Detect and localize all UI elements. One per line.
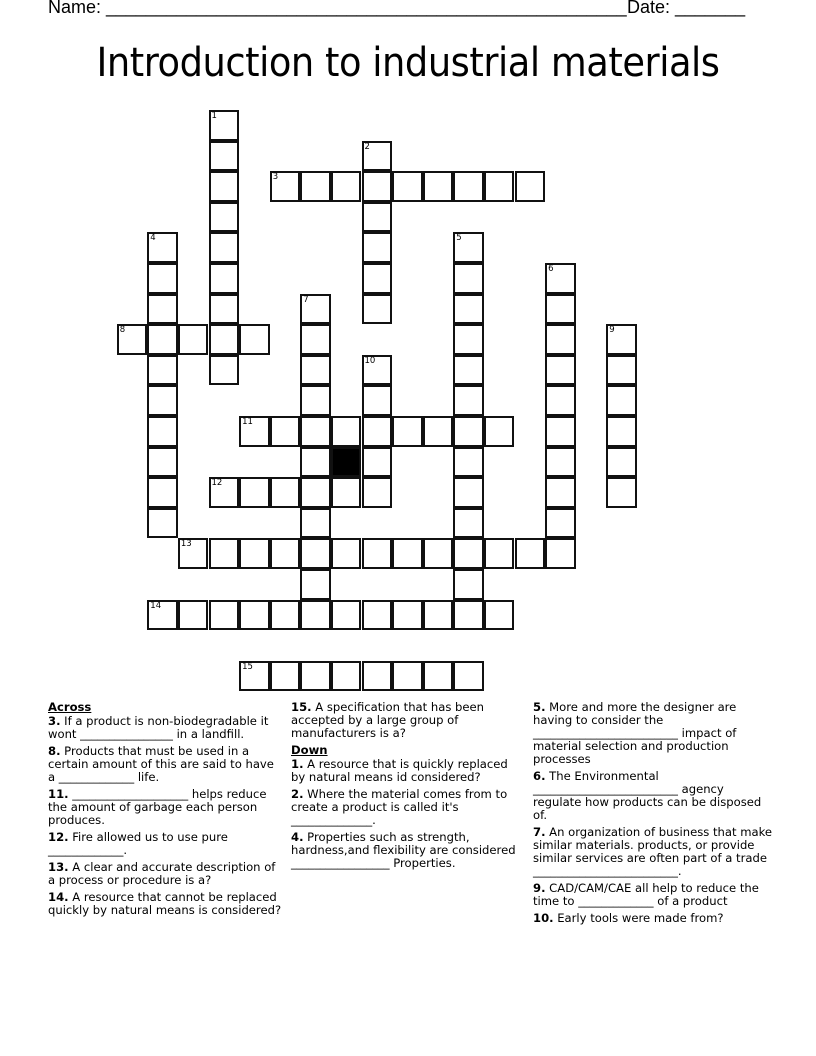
grid-cell[interactable] bbox=[147, 477, 178, 508]
grid-cell[interactable] bbox=[423, 661, 454, 692]
clue-number: 8 bbox=[119, 325, 126, 336]
clue-number: 14 bbox=[150, 600, 162, 611]
clue-across-14: 14. A resource that cannot be replaced quickly by natural means is considered? bbox=[48, 890, 282, 917]
clue-across-8: 8. Products that must be used in a certain amount of this are said to have a _____________ life. bbox=[48, 744, 274, 784]
grid-cell[interactable] bbox=[545, 508, 576, 539]
clue-across-13: 13. A clear and accurate description of a process or procedure is a? bbox=[48, 860, 276, 887]
grid-cell[interactable] bbox=[239, 538, 270, 569]
date-field-label: Date: _______ bbox=[627, 0, 746, 17]
grid-cell[interactable] bbox=[147, 324, 178, 355]
grid-cell[interactable] bbox=[270, 477, 301, 508]
grid-cell[interactable] bbox=[147, 263, 178, 294]
grid-cell[interactable] bbox=[362, 294, 393, 325]
grid-cell[interactable] bbox=[392, 171, 423, 202]
grid-cell[interactable] bbox=[392, 416, 423, 447]
grid-cell[interactable] bbox=[147, 232, 178, 263]
clue-number: 9 bbox=[609, 325, 615, 336]
grid-cell[interactable] bbox=[362, 232, 393, 263]
grid-cell[interactable] bbox=[453, 355, 484, 386]
clue-down-4: 4. Properties such as strength, hardness,and flexibility are considered _________________ Properties. bbox=[291, 830, 516, 870]
grid-cell[interactable] bbox=[300, 294, 331, 325]
clue-down-10: 10. Early tools were made from? bbox=[533, 911, 724, 925]
grid-cell[interactable] bbox=[453, 171, 484, 202]
grid-cell[interactable] bbox=[453, 569, 484, 600]
grid-cell[interactable] bbox=[178, 538, 209, 569]
grid-cell[interactable] bbox=[300, 355, 331, 386]
grid-cell[interactable] bbox=[484, 600, 515, 631]
grid-cell[interactable] bbox=[362, 141, 393, 172]
grid-cell[interactable] bbox=[453, 324, 484, 355]
grid-cell[interactable] bbox=[423, 416, 454, 447]
grid-cell[interactable] bbox=[392, 538, 423, 569]
grid-cell[interactable] bbox=[209, 110, 240, 141]
grid-cell[interactable] bbox=[423, 171, 454, 202]
grid-cell[interactable] bbox=[484, 171, 515, 202]
clue-number: 15 bbox=[242, 661, 253, 672]
clue-down-9: 9. CAD/CAM/CAE all help to reduce the time to _____________ of a product bbox=[533, 881, 759, 908]
grid-cell[interactable] bbox=[453, 232, 484, 263]
grid-cell[interactable] bbox=[147, 355, 178, 386]
grid-cell[interactable] bbox=[209, 171, 240, 202]
grid-cell[interactable] bbox=[331, 661, 362, 692]
grid-cell[interactable] bbox=[606, 355, 637, 386]
grid-cell[interactable] bbox=[209, 232, 240, 263]
grid-cell[interactable] bbox=[545, 263, 576, 294]
clue-across-12: 12. Fire allowed us to use pure _____________. bbox=[48, 830, 228, 857]
grid-cell[interactable] bbox=[239, 416, 270, 447]
grid-cell[interactable] bbox=[331, 600, 362, 631]
grid-cell[interactable] bbox=[362, 385, 393, 416]
grid-cell[interactable] bbox=[147, 294, 178, 325]
grid-cell[interactable] bbox=[453, 477, 484, 508]
clue-number: 3 bbox=[272, 172, 279, 183]
grid-cell[interactable] bbox=[362, 355, 393, 386]
clue-across-15: 15. A specification that has been accepted by a large group of manufacturers is a? bbox=[291, 700, 485, 740]
grid-cell[interactable] bbox=[453, 263, 484, 294]
clues-column-2 bbox=[291, 701, 516, 874]
grid-cell[interactable] bbox=[453, 661, 484, 692]
grid-cell[interactable] bbox=[300, 171, 331, 202]
grid-cell[interactable] bbox=[117, 324, 148, 355]
grid-cell[interactable] bbox=[545, 416, 576, 447]
grid-cell[interactable] bbox=[300, 600, 331, 631]
grid-cell[interactable] bbox=[300, 385, 331, 416]
grid-cell[interactable] bbox=[362, 538, 393, 569]
clue-down-2: 2. Where the material comes from to create a product is called it's ______________. bbox=[291, 787, 508, 827]
grid-cell[interactable] bbox=[209, 600, 240, 631]
grid-cell[interactable] bbox=[453, 508, 484, 539]
page-title: Introduction to industrial materials bbox=[96, 40, 720, 86]
grid-cell[interactable] bbox=[147, 508, 178, 539]
grid-cell[interactable] bbox=[484, 538, 515, 569]
grid-cell[interactable] bbox=[362, 600, 393, 631]
grid-cell[interactable] bbox=[178, 600, 209, 631]
clue-down-1: 1. A resource that is quickly replaced by natural means id considered? bbox=[291, 757, 508, 784]
name-field-label: Name: ____________________________________________________ bbox=[48, 0, 627, 17]
grid-cell[interactable] bbox=[209, 294, 240, 325]
grid-cell[interactable] bbox=[147, 416, 178, 447]
grid-cell[interactable] bbox=[362, 477, 393, 508]
grid-cell[interactable] bbox=[331, 416, 362, 447]
grid-cell[interactable] bbox=[209, 538, 240, 569]
grid-cell[interactable] bbox=[270, 538, 301, 569]
grid-cell[interactable] bbox=[362, 171, 393, 202]
clue-down-7: 7. An organization of business that make similar materials. products, or provide similar services are often part of a trade _________________________. bbox=[533, 825, 773, 878]
grid-cell[interactable] bbox=[545, 324, 576, 355]
grid-cell[interactable] bbox=[270, 661, 301, 692]
grid-cell[interactable] bbox=[423, 538, 454, 569]
clue-number: 7 bbox=[303, 294, 309, 305]
clue-number: 6 bbox=[548, 264, 554, 274]
clue-number: 13 bbox=[180, 539, 192, 550]
grid-cell[interactable] bbox=[606, 416, 637, 447]
grid-cell[interactable] bbox=[147, 600, 178, 631]
clue-across-11: 11. ____________________ helps reduce the amount of garbage each person produces. bbox=[48, 787, 267, 827]
grid-cell[interactable] bbox=[300, 661, 331, 692]
clue-down-5: 5. More and more the designer are having to consider the _________________________ impact of material selection and production processes bbox=[533, 700, 737, 766]
grid-cell[interactable] bbox=[392, 600, 423, 631]
clues-column-3 bbox=[533, 701, 773, 929]
grid-cell[interactable] bbox=[453, 294, 484, 325]
clues-column-1 bbox=[48, 701, 283, 921]
grid-cell[interactable] bbox=[331, 477, 362, 508]
grid-cell[interactable] bbox=[331, 171, 362, 202]
clue-number: 1 bbox=[211, 111, 217, 121]
grid-cell[interactable] bbox=[209, 141, 240, 172]
grid-cell[interactable] bbox=[515, 171, 546, 202]
grid-cell[interactable] bbox=[453, 385, 484, 416]
grid-cell[interactable] bbox=[453, 416, 484, 447]
grid-cell[interactable] bbox=[545, 447, 576, 478]
grid-cell[interactable] bbox=[545, 355, 576, 386]
grid-cell[interactable] bbox=[362, 263, 393, 294]
grid-cell[interactable] bbox=[545, 385, 576, 416]
grid-cell[interactable] bbox=[270, 600, 301, 631]
grid-cell[interactable] bbox=[209, 355, 240, 386]
grid-cell[interactable] bbox=[178, 324, 209, 355]
grid-cell[interactable] bbox=[239, 661, 270, 692]
grid-cell[interactable] bbox=[270, 171, 301, 202]
grid-black-cell bbox=[331, 447, 362, 478]
grid-cell[interactable] bbox=[392, 661, 423, 692]
grid-cell[interactable] bbox=[239, 600, 270, 631]
grid-cell[interactable] bbox=[300, 569, 331, 600]
grid-cell[interactable] bbox=[362, 661, 393, 692]
clue-number: 10 bbox=[364, 355, 376, 366]
grid-cell[interactable] bbox=[545, 294, 576, 325]
grid-cell[interactable] bbox=[453, 538, 484, 569]
grid-cell[interactable] bbox=[300, 538, 331, 569]
grid-cell[interactable] bbox=[606, 447, 637, 478]
grid-cell[interactable] bbox=[209, 263, 240, 294]
clue-number: 5 bbox=[456, 233, 462, 244]
clue-number: 11 bbox=[242, 417, 253, 427]
grid-cell[interactable] bbox=[362, 202, 393, 233]
grid-cell[interactable] bbox=[239, 324, 270, 355]
grid-cell[interactable] bbox=[147, 385, 178, 416]
grid-cell[interactable] bbox=[362, 447, 393, 478]
grid-cell[interactable] bbox=[606, 324, 637, 355]
clue-across-3: 3. If a product is non-biodegradable it wont ________________ in a landfill. bbox=[48, 714, 269, 741]
grid-cell[interactable] bbox=[545, 477, 576, 508]
grid-cell[interactable] bbox=[423, 600, 454, 631]
across-heading: Across bbox=[48, 700, 92, 714]
grid-cell[interactable] bbox=[362, 416, 393, 447]
grid-cell[interactable] bbox=[209, 477, 240, 508]
clue-down-6: 6. The Environmental _________________________ agency regulate how products can be disposed of. bbox=[533, 769, 762, 822]
grid-cell[interactable] bbox=[515, 538, 546, 569]
grid-cell[interactable] bbox=[147, 447, 178, 478]
grid-cell[interactable] bbox=[331, 538, 362, 569]
grid-cell[interactable] bbox=[453, 447, 484, 478]
down-heading: Down bbox=[291, 743, 328, 757]
grid-cell[interactable] bbox=[209, 324, 240, 355]
grid-cell[interactable] bbox=[606, 385, 637, 416]
grid-cell[interactable] bbox=[300, 477, 331, 508]
grid-cell[interactable] bbox=[300, 324, 331, 355]
grid-cell[interactable] bbox=[484, 416, 515, 447]
grid-cell[interactable] bbox=[270, 416, 301, 447]
grid-cell[interactable] bbox=[300, 508, 331, 539]
grid-cell[interactable] bbox=[606, 477, 637, 508]
grid-cell[interactable] bbox=[300, 416, 331, 447]
grid-cell[interactable] bbox=[453, 600, 484, 631]
clue-number: 4 bbox=[150, 233, 156, 244]
grid-cell[interactable] bbox=[300, 447, 331, 478]
grid-cell[interactable] bbox=[209, 202, 240, 233]
grid-cell[interactable] bbox=[239, 477, 270, 508]
clue-number: 2 bbox=[364, 141, 370, 152]
clue-number: 12 bbox=[211, 478, 223, 489]
grid-cell[interactable] bbox=[545, 538, 576, 569]
